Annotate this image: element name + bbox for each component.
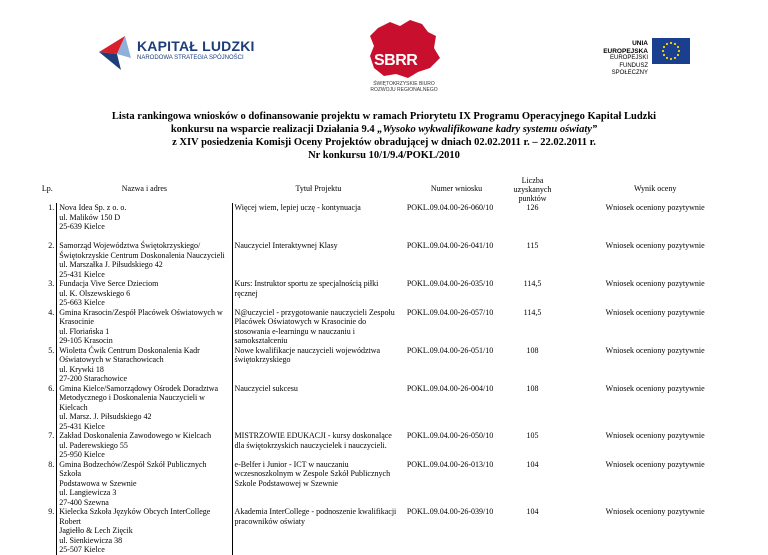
row-application-number: POKL.09.04.00-26-013/10 [406,459,494,469]
header-lp: Lp. [41,184,53,194]
row-result: Wniosek oceniony pozytywnie [605,459,705,469]
row-application-number: POKL.09.04.00-26-041/10 [406,241,494,250]
row-result: Wniosek oceniony pozytywnie [605,345,705,355]
row-project-title: Kurs: Instruktor sportu ze specjalnością piłki ręcznej [232,279,405,308]
table-row [38,507,754,555]
row-lp: 3. [48,279,55,288]
sbrr-name: SBRR [374,52,418,69]
kapital-ludzki-title: KAPITAŁ LUDZKI [137,38,255,54]
table-row [38,203,754,241]
heading-line-3: z XIV posiedzenia Komisji Oceny Projektów obradującej w dniach 02.02.2011 r. – 22.02.2011 r. [172,137,596,148]
row-project-title: N@uczyciel - przygotowanie nauczycieli Zespołu Placówek Oświatowych w Krasocinie do stosowania e-learningu w nauczaniu i samokształceniu [232,308,405,346]
table-row [38,308,754,346]
table-header-row [38,175,754,203]
header-points: Liczba uzyskanych punktów [513,175,552,203]
row-application-number: POKL.09.04.00-26-035/10 [406,279,494,288]
row-application-number: POKL.09.04.00-26-051/10 [406,345,494,355]
row-points: 108 [526,345,539,355]
row-points: 108 [526,383,539,393]
row-project-title: Więcej wiem, lepiej uczę - kontynuacja [232,203,405,241]
row-project-title: e-Belfer i Junior - ICT w nauczaniu wczesnoszkolnym w Zespole Szkół Publicznych Szkole Podstawowej w Szewnie [232,460,405,508]
row-lp: 8. [48,459,55,469]
row-application-number: POKL.09.04.00-26-039/10 [406,507,494,516]
row-application-number: POKL.09.04.00-26-050/10 [406,431,494,440]
row-lp: 7. [48,431,55,440]
row-name-address: Kielecka Szkoła Języków Obcych InterCollege Robert Jagiełło & Lech Zięcik ul. Sienkiewicza 38 25-507 Kielce [57,507,232,555]
row-result: Wniosek oceniony pozytywnie [605,383,705,393]
row-result: Wniosek oceniony pozytywnie [605,307,705,317]
table-row [38,384,754,432]
row-project-title: Nauczyciel sukcesu [232,384,405,432]
ranking-table [38,175,754,555]
kapital-ludzki-logo [95,30,255,78]
row-name-address: Fundacja Vive Serce Dzieciom ul. K. Olszewskiego 6 25-663 Kielce [57,279,232,308]
header-title: Tytuł Projektu [295,184,342,194]
row-name-address: Gmina Bodzechów/Zespół Szkół Publicznych Szkoła Podstawowa w Szewnie ul. Langiewicza 3 27-400 Szewna [57,460,232,508]
row-result: Wniosek oceniony pozytywnie [605,241,705,250]
header-number: Numer wniosku [430,184,483,194]
row-name-address: Nova Idea Sp. z o. o. ul. Malików 150 D 25-639 Kielce [57,203,232,241]
row-lp: 4. [48,307,55,317]
heading-line-4: Nr konkursu 10/1/9.4/POKL/2010 [308,150,460,161]
row-points: 114,5 [523,279,542,288]
sbrr-logo [364,18,444,94]
table-row [38,346,754,384]
row-name-address: Gmina Krasocin/Zespół Placówek Oświatowych w Krasocinie ul. Floriańska 1 29-105 Krasocin [57,308,232,346]
row-application-number: POKL.09.04.00-26-060/10 [406,203,494,212]
row-lp: 6. [48,383,55,393]
row-application-number: POKL.09.04.00-26-004/10 [406,383,494,393]
kapital-ludzki-subtitle: NARODOWA STRATEGIA SPÓJNOŚCI [137,55,244,61]
sbrr-subtitle: ŚWIĘTOKRZYSKIE BIURO ROZWOJU REGIONALNEGO [370,81,438,93]
row-name-address: Zakład Doskonalenia Zawodowego w Kielcach ul. Paderewskiego 55 25-950 Kielce [57,431,232,460]
table-row [38,241,754,279]
table-row [38,279,754,308]
row-result: Wniosek oceniony pozytywnie [605,279,705,288]
row-points: 115 [526,241,539,250]
row-points: 105 [526,431,539,440]
row-points: 104 [526,459,539,469]
row-lp: 9. [48,507,55,516]
row-lp: 1. [48,203,55,212]
row-lp: 2. [48,241,55,250]
eu-logo [590,36,690,80]
eu-text: UNIA EUROPEJSKA EUROPEJSKI FUNDUSZ SPOŁECZNY [603,40,648,76]
row-project-title: MISTRZOWIE EDUKACJI - kursy doskonalące dla świętokrzyskich nauczycielek i nauczycieli. [232,431,405,460]
heading-line-2: konkursu na wsparcie realizacji Działania 9.4 „Wysoko wykwalifikowane kadry systemu oświaty” [170,124,598,135]
row-project-title: Akademia InterCollege - podnoszenie kwalifikacji pracowników oświaty [232,507,405,555]
document-heading [0,110,768,162]
kapital-ludzki-star-icon [95,32,135,72]
row-result: Wniosek oceniony pozytywnie [605,203,705,212]
row-project-title: Nowe kwalifikacje nauczycieli województwa świętokrzyskiego [232,346,405,384]
header-result: Wynik oceny [633,184,677,194]
row-lp: 5. [48,345,55,355]
row-name-address: Wioletta Ćwik Centrum Doskonalenia Kadr Oświatowych w Starachowicach ul. Krywki 18 27-200 Starachowice [57,346,232,384]
row-application-number: POKL.09.04.00-26-057/10 [406,307,494,317]
heading-line-1: Lista rankingowa wniosków o dofinansowanie projektu w ramach Priorytetu IX Programu Operacyjnego Kapitał Ludzki [111,111,657,122]
row-name-address: Samorząd Województwa Świętokrzyskiego/ Świętokrzyskie Centrum Doskonalenia Nauczycieli ul. Marszałka J. Piłsudskiego 42 25-431 Kielce [57,241,232,279]
row-project-title: Nauczyciel Interaktywnej Klasy [232,241,405,279]
row-name-address: Gmina Kielce/Samorządowy Ośrodek Doradztwa Metodycznego i Doskonalenia Nauczycieli w Kielcach ul. Marsz. J. Piłsudskiego 42 25-431 Kielce [57,384,232,432]
row-points: 114,5 [523,307,542,317]
header-name: Nazwa i adres [121,184,168,194]
eu-flag-icon [652,38,690,64]
table-row [38,460,754,508]
swietokrzyskie-map-icon [364,18,444,80]
row-points: 126 [526,203,539,212]
row-result: Wniosek oceniony pozytywnie [605,431,705,440]
row-points: 104 [526,507,539,516]
row-result: Wniosek oceniony pozytywnie [605,507,705,516]
table-row [38,431,754,460]
